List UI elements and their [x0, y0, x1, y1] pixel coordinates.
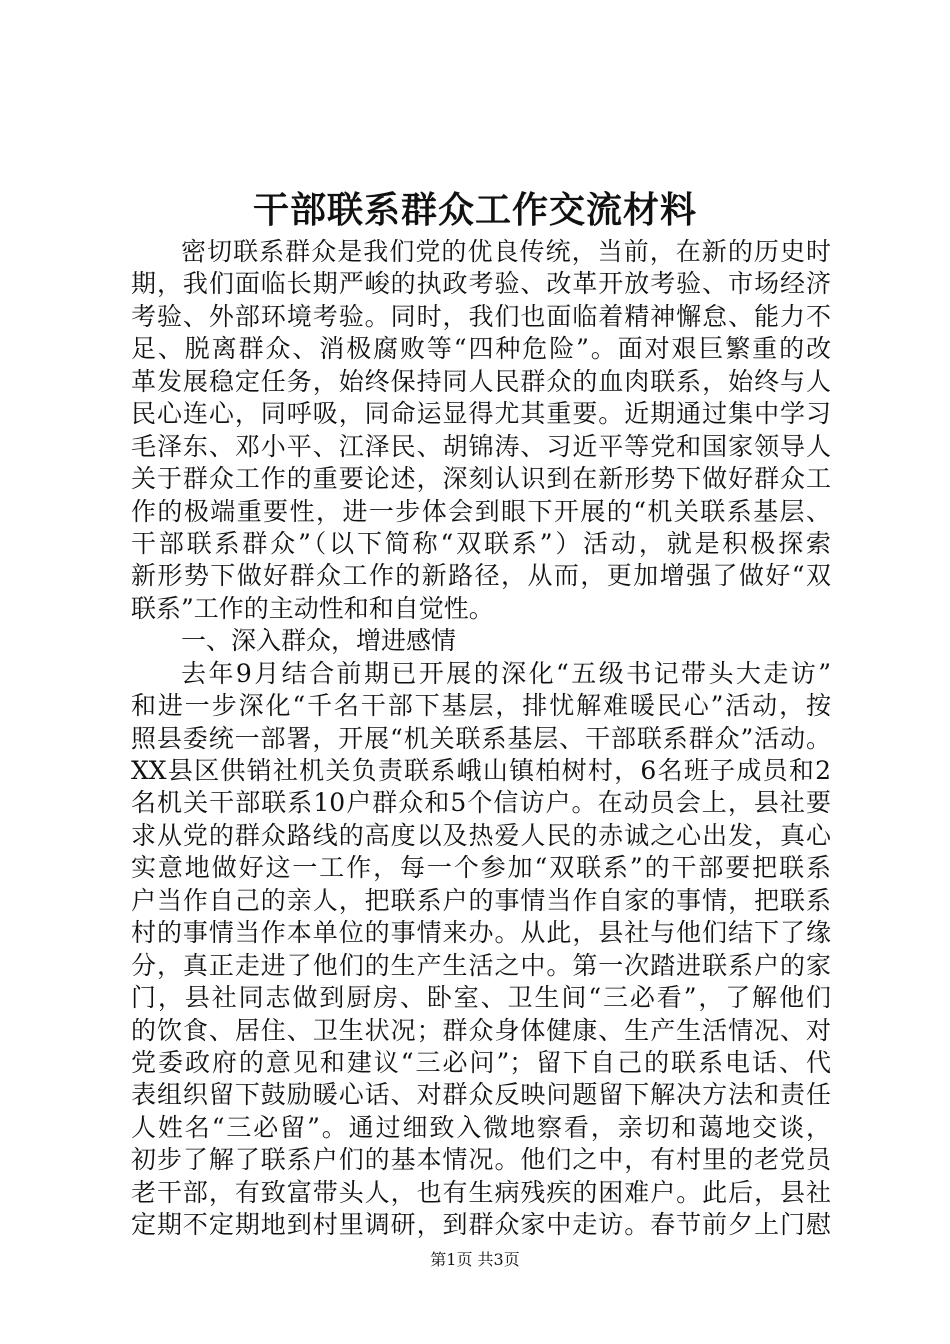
body-line: 足、脱离群众、消极腐败等“四种危险”。面对艰巨繁重的改 [131, 334, 831, 364]
body-line: 作的极端重要性，进一步体会到眼下开展的“机关联系基层、 [131, 496, 831, 526]
body-line: 毛泽东、邓小平、江泽民、胡锦涛、习近平等党和国家领导人 [131, 431, 831, 461]
body-line: 门，县社同志做到厨房、卧室、卫生间“三必看”，了解他们 [131, 983, 831, 1013]
body-line: 老干部，有致富带头人，也有生病残疾的困难户。此后，县社 [131, 1177, 831, 1207]
document-title: 干部联系群众工作交流材料 [252, 189, 697, 231]
body-line: 户当作自己的亲人，把联系户的事情当作自家的事情，把联系 [131, 885, 831, 915]
body-line: 联系”工作的主动性和和自觉性。 [131, 593, 494, 623]
body-line: 关于群众工作的重要论述，深刻认识到在新形势下做好群众工 [131, 464, 831, 494]
body-line: 实意地做好这一工作，每一个参加“双联系”的干部要把联系 [131, 853, 831, 883]
body-line: 村的事情当作本单位的事情来办。从此，县社与他们结下了缘 [131, 918, 831, 948]
body-line: 和进一步深化“千名干部下基层，排忧解难暖民心”活动，按 [131, 691, 831, 721]
body-line: 革发展稳定任务，始终保持同人民群众的血肉联系，始终与人 [131, 366, 831, 396]
body-line: 考验、外部环境考验。同时，我们也面临着精神懈怠、能力不 [131, 301, 831, 331]
section-heading: 一、深入群众，增进感情 [181, 626, 457, 656]
body-line: 的饮食、居住、卫生状况；群众身体健康、生产生活情况、对 [131, 1015, 831, 1045]
body-line: 名机关干部联系10户群众和5个信访户。在动员会上，县社要 [131, 788, 831, 818]
body-line: 新形势下做好群众工作的新路径，从而，更加增强了做好“双 [131, 561, 831, 591]
body-line: 定期不定期地到村里调研，到群众家中走访。春节前夕上门慰 [131, 1210, 831, 1240]
body-line: 初步了解了联系户们的基本情况。他们之中，有村里的老党员 [131, 1145, 831, 1175]
body-line: 密切联系群众是我们党的优良传统，当前，在新的历史时 [181, 237, 831, 266]
body-line: XX县区供销社机关负责联系峨山镇柏树村，6名班子成员和2 [131, 756, 831, 785]
body-line: 照县委统一部署，开展“机关联系基层、干部联系群众”活动。 [131, 723, 831, 753]
body-line: 党委政府的意见和建议“三必问”；留下自己的联系电话、代 [131, 1047, 831, 1077]
body-line: 期，我们面临长期严峻的执政考验、改革开放考验、市场经济 [131, 269, 831, 299]
body-line: 分，真正走进了他们的生产生活之中。第一次踏进联系户的家 [131, 950, 831, 980]
page-number: 第1页 共3页 [430, 1250, 520, 1269]
body-line: 干部联系群众”（以下简称“双联系”）活动，就是积极探索 [131, 528, 831, 558]
document-body [131, 236, 831, 1242]
body-line: 民心连心，同呼吸，同命运显得尤其重要。近期通过集中学习 [131, 399, 831, 429]
body-line: 去年9月结合前期已开展的深化“五级书记带头大走访” [181, 658, 831, 688]
body-line: 人姓名“三必留”。通过细致入微地察看，亲切和蔼地交谈， [131, 1112, 831, 1142]
body-line: 求从党的群众路线的高度以及热爱人民的赤诚之心出发，真心 [131, 820, 831, 850]
body-line: 表组织留下鼓励暖心话、对群众反映问题留下解决方法和责任 [131, 1080, 831, 1110]
